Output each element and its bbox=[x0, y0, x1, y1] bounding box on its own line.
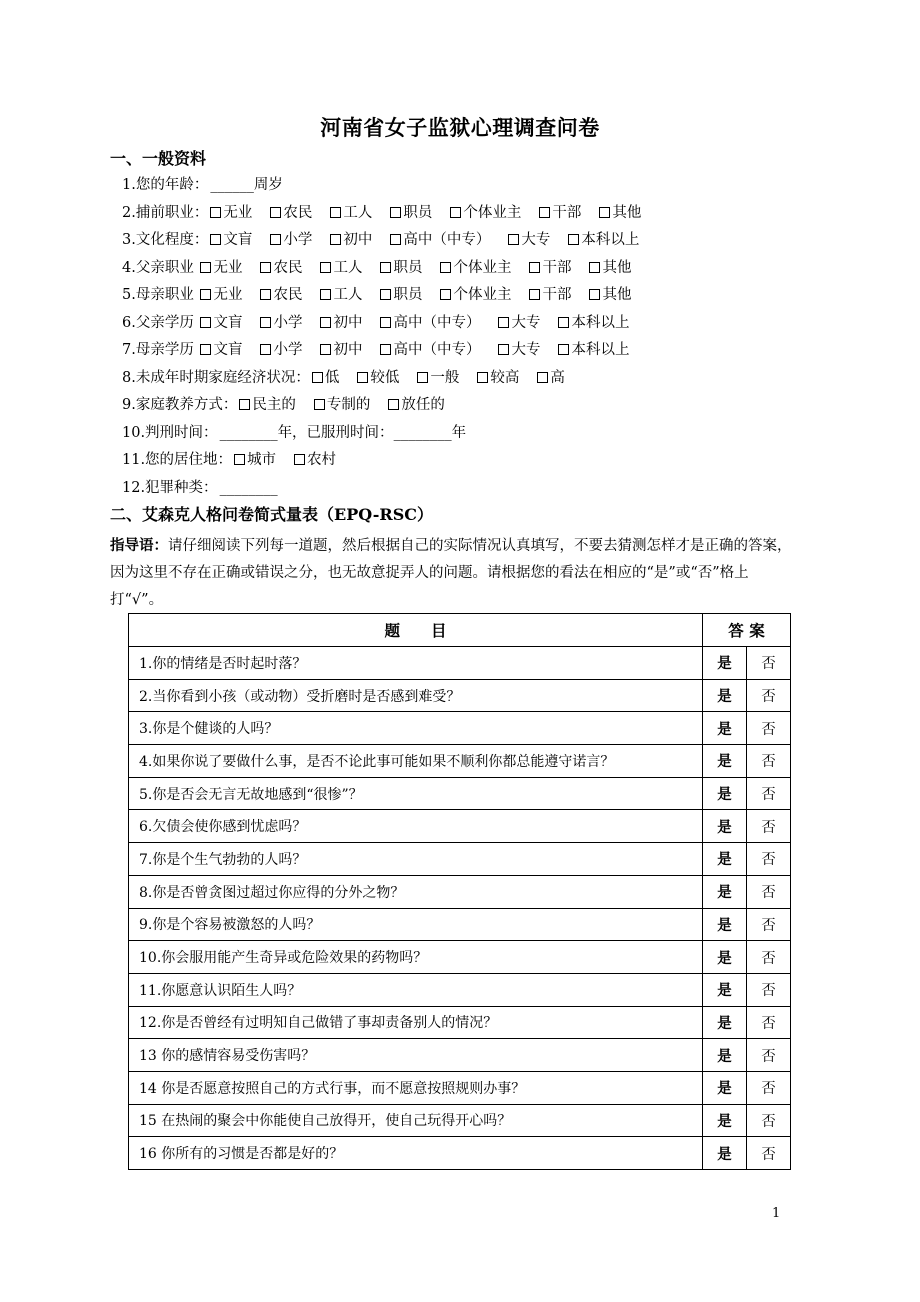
fill-in-blank[interactable]: ______ bbox=[210, 177, 254, 193]
answer-yes-cell[interactable]: 是 bbox=[703, 1137, 747, 1170]
question-text: 2.当你看到小孩（或动物）受折磨时是否感到难受？ bbox=[129, 679, 703, 712]
option-label: 工人 bbox=[333, 287, 363, 303]
instructions bbox=[110, 532, 800, 614]
option-label: 较低 bbox=[370, 369, 400, 386]
checkbox-icon[interactable] bbox=[260, 262, 271, 273]
checkbox-icon[interactable] bbox=[200, 262, 211, 273]
option-label: 其他 bbox=[602, 287, 632, 303]
option-label: 较高 bbox=[490, 369, 520, 386]
fill-in-blank[interactable]: ________ bbox=[393, 424, 452, 441]
checkbox-option[interactable] bbox=[320, 282, 362, 310]
question-text: 8.你是否曾贪图过超过你应得的分外之物？ bbox=[129, 875, 703, 908]
question-text: 14 你是否愿意按照自己的方式行事，而不愿意按照规则办事？ bbox=[129, 1071, 703, 1104]
checkbox-icon[interactable] bbox=[200, 289, 211, 300]
question-text: 11.你愿意认识陌生人吗？ bbox=[129, 973, 703, 1006]
answer-yes-cell[interactable]: 是 bbox=[703, 875, 747, 908]
checkbox-option[interactable] bbox=[320, 337, 362, 365]
checkbox-option[interactable] bbox=[380, 282, 422, 310]
checkbox-option[interactable] bbox=[330, 200, 372, 228]
question-text: 4.如果你说了要做什么事，是否不论此事可能如果不顺利你都总能遵守诺言？ bbox=[129, 745, 703, 778]
section-general-info-heading: 一、一般资料 bbox=[110, 149, 207, 168]
checkbox-icon[interactable] bbox=[508, 234, 519, 245]
option-label: 低 bbox=[324, 369, 340, 386]
option-label: 个体业主 bbox=[463, 204, 522, 221]
checkbox-option[interactable] bbox=[380, 337, 480, 365]
checkbox-option[interactable] bbox=[260, 337, 302, 365]
option-label: 大专 bbox=[511, 314, 541, 331]
option-label: 本科以上 bbox=[571, 314, 630, 331]
answer-no-cell[interactable]: 否 bbox=[747, 941, 791, 974]
questionnaire-table bbox=[128, 613, 791, 1170]
option-label: 民主的 bbox=[252, 397, 296, 413]
answer-yes-cell[interactable]: 是 bbox=[703, 679, 747, 712]
checkbox-option[interactable] bbox=[440, 255, 511, 283]
checkbox-icon[interactable] bbox=[388, 399, 399, 410]
info-label: 11.您的居住地： bbox=[122, 452, 233, 468]
instructions-text: 请仔细阅读下列每一道题，然后根据自己的实际情况认真填写，不要去猜测怎样才是正确的答案，因为这里不存在正确或错误之分，也无故意捉弄人的问题。请根据您的看法在相应的“是”或“否”格上打“√”。 bbox=[110, 538, 792, 608]
table-row bbox=[129, 1006, 791, 1039]
header-question: 题 目 bbox=[129, 614, 703, 647]
option-label: 文盲 bbox=[223, 232, 253, 248]
table-row bbox=[129, 810, 791, 843]
checkbox-option[interactable] bbox=[529, 282, 571, 310]
checkbox-icon[interactable] bbox=[320, 289, 331, 300]
checkbox-icon[interactable] bbox=[380, 317, 391, 328]
checkbox-option[interactable] bbox=[539, 200, 581, 228]
checkbox-icon[interactable] bbox=[294, 454, 305, 465]
checkbox-option[interactable] bbox=[330, 227, 372, 255]
answer-yes-cell[interactable]: 是 bbox=[703, 777, 747, 810]
info-text: 年，已服刑时间： bbox=[277, 424, 394, 441]
answer-no-cell[interactable]: 否 bbox=[747, 745, 791, 778]
checkbox-option[interactable] bbox=[260, 310, 302, 338]
info-line bbox=[122, 475, 822, 503]
option-label: 文盲 bbox=[213, 342, 243, 358]
checkbox-option[interactable] bbox=[210, 227, 252, 255]
info-line bbox=[122, 282, 822, 310]
checkbox-icon[interactable] bbox=[320, 344, 331, 355]
question-text: 10.你会服用能产生奇异或危险效果的药物吗？ bbox=[129, 941, 703, 974]
table-row bbox=[129, 679, 791, 712]
checkbox-icon[interactable] bbox=[260, 317, 271, 328]
answer-no-cell[interactable]: 否 bbox=[747, 679, 791, 712]
info-label: 2.捕前职业： bbox=[122, 204, 209, 221]
checkbox-option[interactable] bbox=[210, 200, 252, 228]
checkbox-icon[interactable] bbox=[529, 289, 540, 300]
answer-no-cell[interactable]: 否 bbox=[747, 973, 791, 1006]
checkbox-icon[interactable] bbox=[390, 234, 401, 245]
table-header-row bbox=[129, 614, 791, 647]
checkbox-option[interactable] bbox=[260, 255, 302, 283]
checkbox-icon[interactable] bbox=[239, 399, 250, 410]
checkbox-icon[interactable] bbox=[380, 262, 391, 273]
checkbox-option[interactable] bbox=[558, 337, 629, 365]
question-text: 1.你的情绪是否时起时落？ bbox=[129, 647, 703, 680]
answer-no-cell[interactable]: 否 bbox=[747, 875, 791, 908]
info-label: 5.母亲职业 bbox=[122, 287, 199, 303]
info-text: 周岁 bbox=[253, 177, 283, 193]
answer-no-cell[interactable]: 否 bbox=[747, 1104, 791, 1137]
option-label: 农民 bbox=[283, 204, 313, 221]
checkbox-option[interactable] bbox=[477, 365, 519, 393]
checkbox-option[interactable] bbox=[450, 200, 521, 228]
checkbox-icon[interactable] bbox=[477, 372, 488, 383]
option-label: 个体业主 bbox=[453, 259, 512, 276]
option-label: 城市 bbox=[247, 452, 277, 468]
info-label: 10.判刑时间： bbox=[122, 424, 218, 441]
option-label: 高 bbox=[550, 369, 565, 386]
option-label: 一般 bbox=[430, 369, 460, 386]
question-text: 12.你是否曾经有过明知自己做错了事却责备别人的情况？ bbox=[129, 1006, 703, 1039]
checkbox-icon[interactable] bbox=[440, 262, 451, 273]
answer-no-cell[interactable]: 否 bbox=[747, 777, 791, 810]
answer-no-cell[interactable]: 否 bbox=[747, 712, 791, 745]
option-label: 职员 bbox=[393, 259, 423, 276]
info-line bbox=[122, 337, 822, 365]
checkbox-option[interactable] bbox=[357, 365, 399, 393]
table-row bbox=[129, 875, 791, 908]
checkbox-option[interactable] bbox=[200, 337, 242, 365]
checkbox-icon[interactable] bbox=[390, 207, 401, 218]
answer-yes-cell[interactable]: 是 bbox=[703, 647, 747, 680]
table-row bbox=[129, 1039, 791, 1072]
checkbox-option[interactable] bbox=[498, 337, 540, 365]
checkbox-option[interactable] bbox=[417, 365, 459, 393]
checkbox-option[interactable] bbox=[498, 310, 540, 338]
answer-yes-cell[interactable]: 是 bbox=[703, 1006, 747, 1039]
checkbox-option[interactable] bbox=[234, 447, 276, 475]
option-label: 职员 bbox=[393, 287, 423, 303]
info-text: 年 bbox=[451, 424, 467, 441]
checkbox-icon[interactable] bbox=[234, 454, 245, 465]
checkbox-icon[interactable] bbox=[312, 372, 323, 383]
checkbox-option[interactable] bbox=[239, 392, 296, 420]
checkbox-icon[interactable] bbox=[498, 344, 509, 355]
general-info-list bbox=[122, 172, 822, 502]
checkbox-icon[interactable] bbox=[200, 344, 211, 355]
checkbox-option[interactable] bbox=[537, 365, 565, 393]
checkbox-icon[interactable] bbox=[320, 317, 331, 328]
option-label: 初中 bbox=[333, 314, 363, 331]
checkbox-icon[interactable] bbox=[589, 289, 600, 300]
info-label: 9.家庭教养方式： bbox=[122, 397, 238, 413]
option-label: 其他 bbox=[602, 259, 632, 276]
table-row bbox=[129, 1104, 791, 1137]
table-row bbox=[129, 647, 791, 680]
info-label: 8.未成年时期家庭经济状况： bbox=[122, 369, 310, 386]
info-label: 6.父亲学历 bbox=[122, 314, 199, 331]
table-row bbox=[129, 777, 791, 810]
question-text: 9.你是个容易被激怒的人吗？ bbox=[129, 908, 703, 941]
checkbox-icon[interactable] bbox=[450, 207, 461, 218]
info-label: 1.您的年龄： bbox=[122, 177, 209, 193]
checkbox-option[interactable] bbox=[312, 365, 340, 393]
checkbox-icon[interactable] bbox=[270, 234, 281, 245]
option-label: 文盲 bbox=[213, 314, 243, 331]
table-row bbox=[129, 745, 791, 778]
answer-yes-cell[interactable]: 是 bbox=[703, 1104, 747, 1137]
option-label: 无业 bbox=[213, 259, 243, 276]
checkbox-option[interactable] bbox=[200, 282, 242, 310]
option-label: 无业 bbox=[213, 287, 243, 303]
header-answer: 答 案 bbox=[703, 614, 791, 647]
option-label: 大专 bbox=[521, 232, 551, 248]
answer-yes-cell[interactable]: 是 bbox=[703, 1039, 747, 1072]
question-text: 3.你是个健谈的人吗？ bbox=[129, 712, 703, 745]
checkbox-option[interactable] bbox=[294, 447, 336, 475]
instructions-label: 指导语： bbox=[110, 537, 168, 554]
info-label: 7.母亲学历 bbox=[122, 342, 199, 358]
table-row bbox=[129, 1071, 791, 1104]
page-title: 河南省女子监狱心理调查问卷 bbox=[320, 115, 600, 140]
checkbox-icon[interactable] bbox=[537, 372, 548, 383]
answer-yes-cell[interactable]: 是 bbox=[703, 712, 747, 745]
checkbox-option[interactable] bbox=[320, 310, 362, 338]
checkbox-icon[interactable] bbox=[357, 372, 368, 383]
checkbox-option[interactable] bbox=[380, 255, 422, 283]
checkbox-icon[interactable] bbox=[270, 207, 281, 218]
table-row bbox=[129, 1137, 791, 1170]
question-text: 15 在热闹的聚会中你能使自己放得开，使自己玩得开心吗？ bbox=[129, 1104, 703, 1137]
answer-yes-cell[interactable]: 是 bbox=[703, 843, 747, 876]
option-label: 农民 bbox=[273, 259, 303, 276]
answer-no-cell[interactable]: 否 bbox=[747, 908, 791, 941]
info-label: 3.文化程度： bbox=[122, 232, 209, 248]
info-label: 12.犯罪种类： bbox=[122, 479, 218, 496]
option-label: 初中 bbox=[333, 342, 363, 358]
table-row bbox=[129, 712, 791, 745]
checkbox-icon[interactable] bbox=[320, 262, 331, 273]
option-label: 农民 bbox=[273, 287, 303, 303]
option-label: 干部 bbox=[542, 287, 572, 303]
option-label: 高中（中专） bbox=[393, 314, 481, 331]
question-text: 13 你的感情容易受伤害吗？ bbox=[129, 1039, 703, 1072]
answer-yes-cell[interactable]: 是 bbox=[703, 1071, 747, 1104]
table-row bbox=[129, 973, 791, 1006]
checkbox-icon[interactable] bbox=[498, 317, 509, 328]
option-label: 本科以上 bbox=[571, 342, 630, 358]
answer-no-cell[interactable]: 否 bbox=[747, 810, 791, 843]
info-line bbox=[122, 227, 822, 255]
option-label: 小学 bbox=[273, 342, 303, 358]
info-line bbox=[122, 392, 822, 420]
checkbox-icon[interactable] bbox=[200, 317, 211, 328]
option-label: 农村 bbox=[307, 452, 337, 468]
checkbox-option[interactable] bbox=[558, 310, 629, 338]
option-label: 专制的 bbox=[326, 397, 371, 413]
section-epq-heading: 二、艾森克人格问卷简式量表（EPQ-RSC） bbox=[110, 505, 433, 524]
checkbox-option[interactable] bbox=[390, 200, 432, 228]
checkbox-option[interactable] bbox=[320, 255, 362, 283]
option-label: 无业 bbox=[223, 204, 253, 221]
checkbox-icon[interactable] bbox=[558, 344, 569, 355]
table-row bbox=[129, 941, 791, 974]
checkbox-option[interactable] bbox=[270, 200, 312, 228]
checkbox-icon[interactable] bbox=[568, 234, 579, 245]
checkbox-icon[interactable] bbox=[529, 262, 540, 273]
checkbox-icon[interactable] bbox=[558, 317, 569, 328]
answer-yes-cell[interactable]: 是 bbox=[703, 810, 747, 843]
checkbox-icon[interactable] bbox=[260, 344, 271, 355]
option-label: 职员 bbox=[403, 204, 433, 221]
answer-no-cell[interactable]: 否 bbox=[747, 1137, 791, 1170]
option-label: 本科以上 bbox=[581, 232, 640, 248]
answer-no-cell[interactable]: 否 bbox=[747, 647, 791, 680]
info-line bbox=[122, 310, 822, 338]
answer-yes-cell[interactable]: 是 bbox=[703, 745, 747, 778]
option-label: 其他 bbox=[612, 204, 642, 221]
info-line bbox=[122, 255, 822, 283]
checkbox-option[interactable] bbox=[260, 282, 302, 310]
table-row bbox=[129, 843, 791, 876]
option-label: 工人 bbox=[343, 204, 373, 221]
checkbox-icon[interactable] bbox=[330, 207, 341, 218]
checkbox-option[interactable] bbox=[200, 310, 242, 338]
option-label: 工人 bbox=[333, 259, 363, 276]
info-line bbox=[122, 365, 822, 393]
answer-yes-cell[interactable]: 是 bbox=[703, 973, 747, 1006]
option-label: 个体业主 bbox=[453, 287, 512, 303]
option-label: 初中 bbox=[343, 232, 373, 248]
option-label: 干部 bbox=[552, 204, 582, 221]
checkbox-icon[interactable] bbox=[260, 289, 271, 300]
page-number: 1 bbox=[772, 1206, 781, 1221]
info-label: 4.父亲职业 bbox=[122, 259, 199, 276]
checkbox-option[interactable] bbox=[200, 255, 242, 283]
checkbox-option[interactable] bbox=[314, 392, 371, 420]
option-label: 放任的 bbox=[401, 397, 445, 413]
checkbox-icon[interactable] bbox=[417, 372, 428, 383]
checkbox-option[interactable] bbox=[599, 200, 641, 228]
checkbox-option[interactable] bbox=[529, 255, 571, 283]
option-label: 小学 bbox=[283, 232, 313, 248]
checkbox-option[interactable] bbox=[380, 310, 480, 338]
checkbox-icon[interactable] bbox=[539, 207, 550, 218]
info-line bbox=[122, 172, 822, 200]
checkbox-icon[interactable] bbox=[599, 207, 610, 218]
fill-in-blank[interactable]: ________ bbox=[219, 424, 278, 441]
info-line bbox=[122, 447, 822, 475]
table-row bbox=[129, 908, 791, 941]
answer-no-cell[interactable]: 否 bbox=[747, 1039, 791, 1072]
question-text: 5.你是否会无言无故地感到“很惨”？ bbox=[129, 777, 703, 810]
question-text: 7.你是个生气勃勃的人吗？ bbox=[129, 843, 703, 876]
answer-no-cell[interactable]: 否 bbox=[747, 1006, 791, 1039]
option-label: 干部 bbox=[542, 259, 572, 276]
checkbox-icon[interactable] bbox=[589, 262, 600, 273]
checkbox-icon[interactable] bbox=[314, 399, 325, 410]
option-label: 小学 bbox=[273, 314, 303, 331]
answer-no-cell[interactable]: 否 bbox=[747, 843, 791, 876]
checkbox-icon[interactable] bbox=[380, 344, 391, 355]
option-label: 高中（中专） bbox=[393, 342, 481, 358]
answer-no-cell[interactable]: 否 bbox=[747, 1071, 791, 1104]
checkbox-icon[interactable] bbox=[440, 289, 451, 300]
info-line bbox=[122, 200, 822, 228]
option-label: 高中（中专） bbox=[403, 232, 491, 248]
checkbox-icon[interactable] bbox=[210, 234, 221, 245]
question-text: 16 你所有的习惯是否都是好的？ bbox=[129, 1137, 703, 1170]
checkbox-option[interactable] bbox=[508, 227, 550, 255]
checkbox-option[interactable] bbox=[589, 282, 631, 310]
checkbox-icon[interactable] bbox=[380, 289, 391, 300]
checkbox-option[interactable] bbox=[568, 227, 639, 255]
checkbox-icon[interactable] bbox=[330, 234, 341, 245]
question-text: 6.欠债会使你感到忧虑吗？ bbox=[129, 810, 703, 843]
checkbox-option[interactable] bbox=[388, 392, 445, 420]
answer-yes-cell[interactable]: 是 bbox=[703, 908, 747, 941]
option-label: 大专 bbox=[511, 342, 541, 358]
info-line bbox=[122, 420, 822, 448]
checkbox-option[interactable] bbox=[440, 282, 511, 310]
checkbox-option[interactable] bbox=[390, 227, 490, 255]
checkbox-option[interactable] bbox=[589, 255, 631, 283]
answer-yes-cell[interactable]: 是 bbox=[703, 941, 747, 974]
checkbox-option[interactable] bbox=[270, 227, 312, 255]
checkbox-icon[interactable] bbox=[210, 207, 221, 218]
fill-in-blank[interactable]: ________ bbox=[219, 479, 278, 496]
